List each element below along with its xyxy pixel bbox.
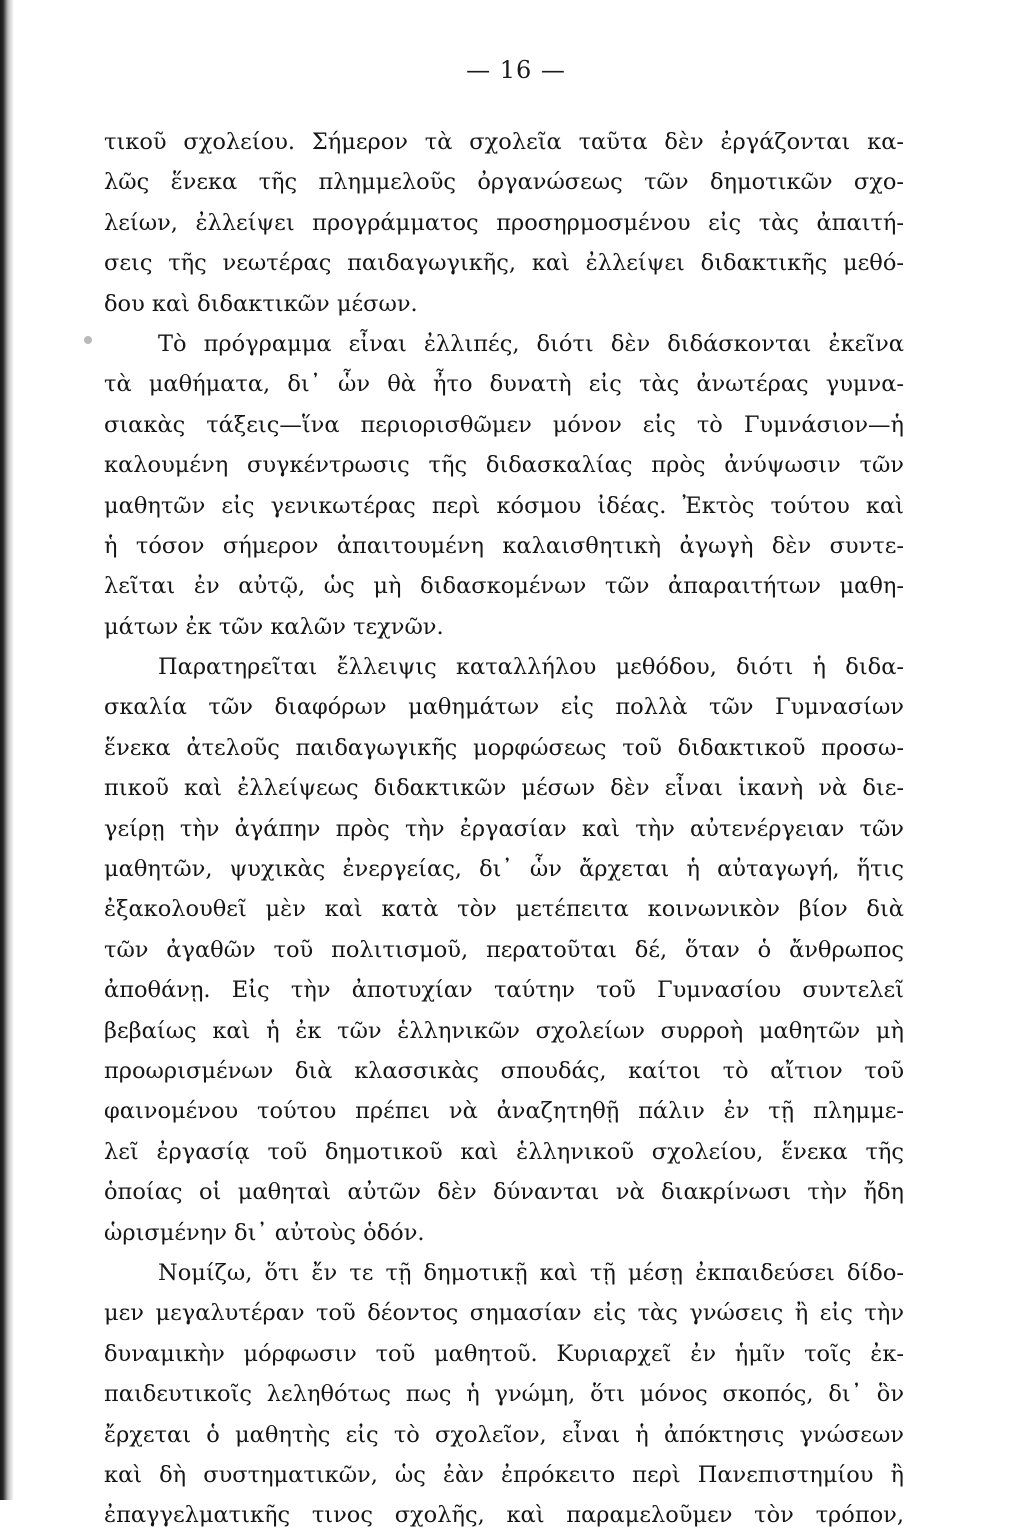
text-line: γείρῃ τὴν ἀγάπην πρὸς τὴν ἐργασίαν καὶ τὴν αὐτενέργειαν τῶν bbox=[104, 815, 904, 842]
text-line: σκαλία τῶν διαφόρων μαθημάτων εἰς πολλὰ τῶν Γυμνασίων bbox=[104, 694, 904, 721]
text-line: ἐπαγγελματικῆς τινος σχολῆς, καὶ παραμελοῦμεν τὸν τρόπον, bbox=[104, 1502, 904, 1529]
text-line: μάτων ἐκ τῶν καλῶν τεχνῶν. bbox=[104, 613, 444, 640]
text-line: Παρατηρεῖται ἔλλειψις καταλλήλου μεθόδου, διότι ἡ διδα- bbox=[158, 654, 904, 681]
text-line: καὶ δὴ συστηματικῶν, ὡς ἐὰν ἐπρόκειτο περὶ Πανεπιστημίου ἢ bbox=[104, 1461, 904, 1488]
page-binding-edge bbox=[0, 0, 14, 1500]
text-line: πικοῦ καὶ ἐλλείψεως διδακτικῶν μέσων δὲν εἶναι ἱκανὴ νὰ διε- bbox=[104, 775, 904, 802]
text-line: ὡρισμένην δι᾿ αὐτοὺς ὁδόν. bbox=[104, 1219, 425, 1246]
text-line: παιδευτικοῖς λεληθότως πως ἡ γνώμη, ὅτι μόνος σκοπός, δι᾿ ὃν bbox=[104, 1381, 904, 1408]
text-line: μεν μεγαλυτέραν τοῦ δέοντος σημασίαν εἰς τὰς γνώσεις ἢ εἰς τὴν bbox=[104, 1300, 904, 1327]
text-line: ἐξακολουθεῖ μὲν καὶ κατὰ τὸν μετέπειτα κοινωνικὸν βίον διὰ bbox=[104, 896, 904, 923]
text-line: λεῖ ἐργασίᾳ τοῦ δημοτικοῦ καὶ ἑλληνικοῦ σχολείου, ἕνεκα τῆς bbox=[104, 1138, 904, 1165]
body-text bbox=[104, 122, 904, 1536]
text-line: ἔρχεται ὁ μαθητὴς εἰς τὸ σχολεῖον, εἶναι ἡ ἀπόκτησις γνώσεων bbox=[104, 1421, 904, 1448]
text-line: μαθητῶν, ψυχικὰς ἐνεργείας, δι᾿ ὧν ἄρχεται ἡ αὐταγωγή, ἥτις bbox=[104, 856, 904, 883]
text-line: λῶς ἕνεκα τῆς πλημμελοῦς ὀργανώσεως τῶν δημοτικῶν σχο- bbox=[104, 169, 904, 196]
text-line: Νομίζω, ὅτι ἔν τε τῇ δημοτικῇ καὶ τῇ μέσῃ ἐκπαιδεύσει δίδο- bbox=[158, 1259, 904, 1286]
text-line: δου καὶ διδακτικῶν μέσων. bbox=[104, 290, 418, 317]
text-line: ὁποίας οἱ μαθηταὶ αὐτῶν δὲν δύνανται νὰ διακρίνωσι τὴν ἤδη bbox=[104, 1179, 904, 1206]
text-line: Τὸ πρόγραμμα εἶναι ἐλλιπές, διότι δὲν διδάσκονται ἐκεῖνα bbox=[158, 330, 904, 357]
text-line: σιακὰς τάξεις—ἵνα περιορισθῶμεν μόνον εἰς τὸ Γυμνάσιον—ἡ bbox=[104, 411, 904, 438]
text-line: ἕνεκα ἀτελοῦς παιδαγωγικῆς μορφώσεως τοῦ διδακτικοῦ προσω- bbox=[104, 734, 904, 761]
text-line: τικοῦ σχολείου. Σήμερον τὰ σχολεῖα ταῦτα δὲν ἐργάζονται κα- bbox=[104, 129, 904, 155]
text-line: μαθητῶν εἰς γενικωτέρας περὶ κόσμου ἰδέας. Ἐκτὸς τούτου καὶ bbox=[104, 492, 904, 519]
text-line: βεβαίως καὶ ἡ ἐκ τῶν ἑλληνικῶν σχολείων συρροὴ μαθητῶν μὴ bbox=[104, 1017, 904, 1044]
paper-spot bbox=[84, 336, 92, 344]
page-number: — 16 — bbox=[466, 56, 566, 84]
text-line: δυναμικὴν μόρφωσιν τοῦ μαθητοῦ. Κυριαρχεῖ ἐν ἡμῖν τοῖς ἐκ- bbox=[104, 1340, 904, 1367]
text-line: λεῖται ἐν αὐτῷ, ὡς μὴ διδασκομένων τῶν ἀπαραιτήτων μαθη- bbox=[104, 573, 904, 600]
text-line: ἡ τόσον σήμερον ἀπαιτουμένη καλαισθητικὴ ἀγωγὴ δὲν συντε- bbox=[104, 532, 904, 559]
text-line: καλουμένη συγκέντρωσις τῆς διδασκαλίας πρὸς ἀνύψωσιν τῶν bbox=[104, 452, 904, 479]
text-line: λείων, ἐλλείψει προγράμματος προσηρμοσμένου εἰς τὰς ἀπαιτή- bbox=[104, 209, 904, 236]
text-line: ἀποθάνῃ. Εἰς τὴν ἀποτυχίαν ταύτην τοῦ Γυμνασίου συντελεῖ bbox=[104, 977, 904, 1004]
text-line: τῶν ἀγαθῶν τοῦ πολιτισμοῦ, περατοῦται δέ, ὅταν ὁ ἄνθρωπος bbox=[104, 936, 904, 963]
text-line: φαινομένου τούτου πρέπει νὰ ἀναζητηθῇ πάλιν ἐν τῇ πλημμε- bbox=[104, 1098, 904, 1125]
text-line: προωρισμένων διὰ κλασσικὰς σπουδάς, καίτοι τὸ αἴτιον τοῦ bbox=[104, 1057, 904, 1084]
text-line: τὰ μαθήματα, δι᾿ ὧν θὰ ἦτο δυνατὴ εἰς τὰς ἀνωτέρας γυμνα- bbox=[104, 371, 904, 398]
text-line: σεις τῆς νεωτέρας παιδαγωγικῆς, καὶ ἐλλείψει διδακτικῆς μεθό- bbox=[104, 250, 904, 277]
